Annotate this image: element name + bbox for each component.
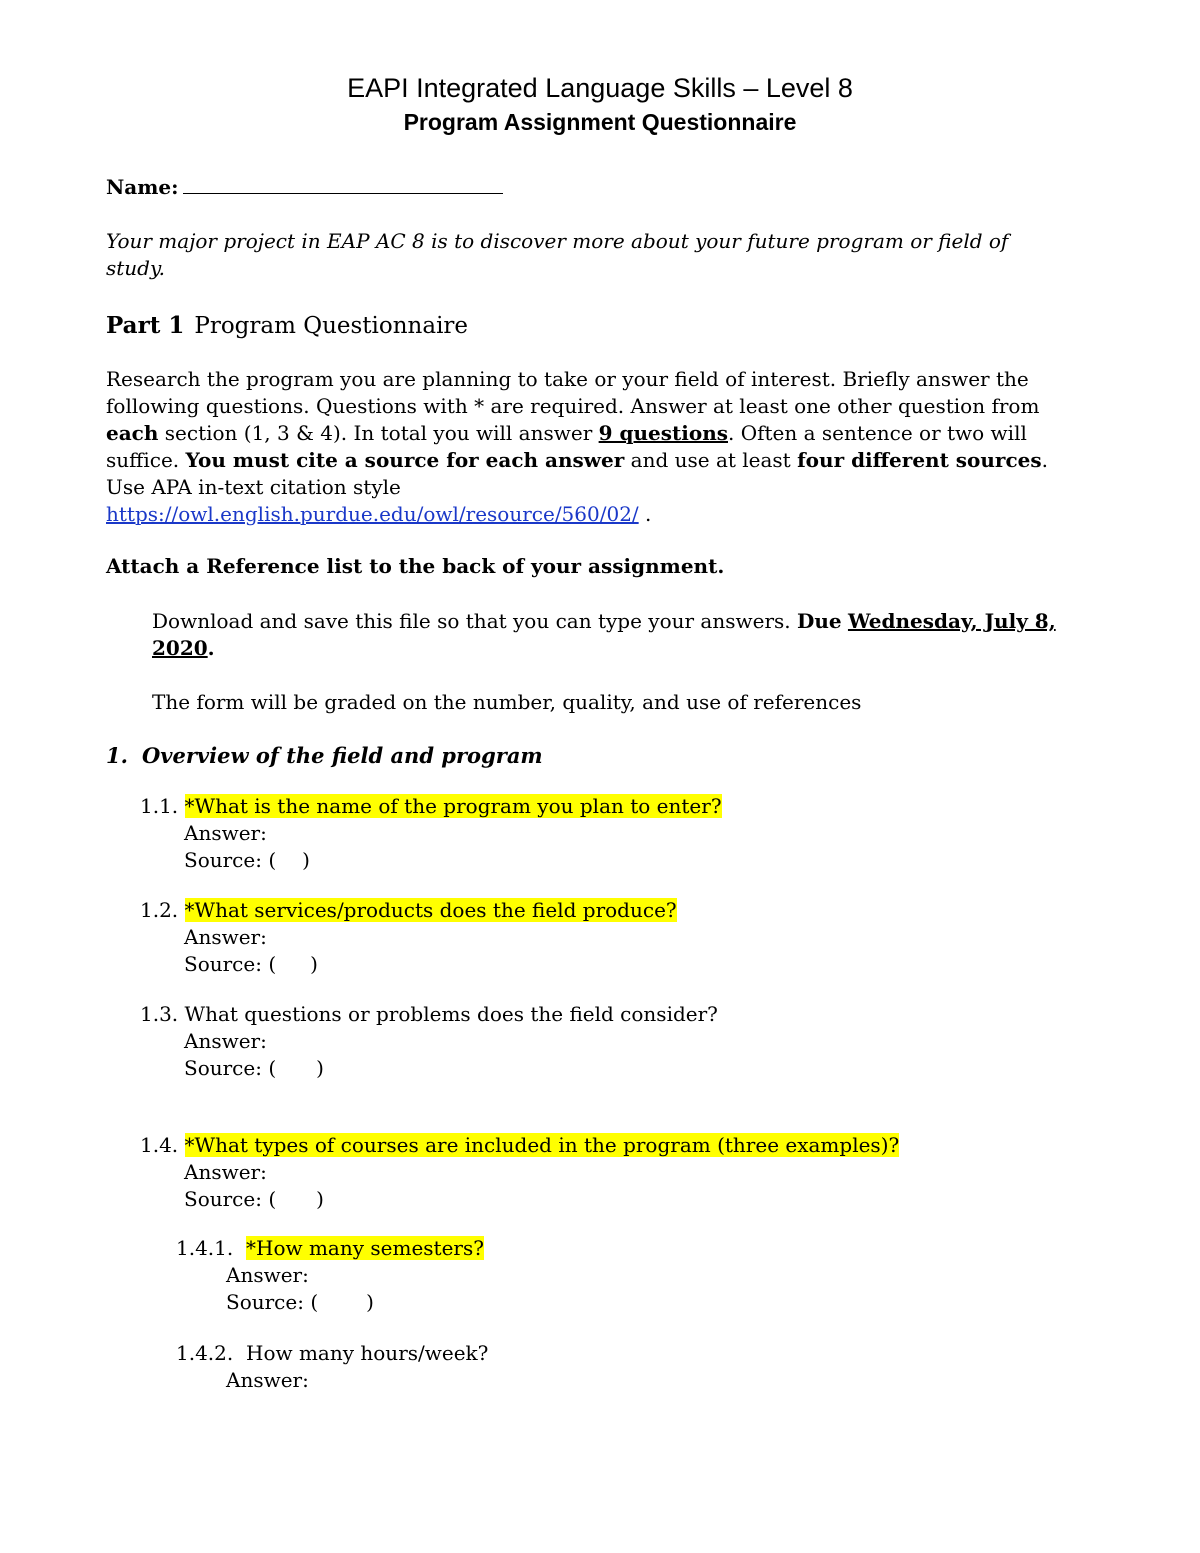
question-text: *What types of courses are included in the program (three examples)? bbox=[184, 1133, 900, 1157]
source-close: ) bbox=[316, 1187, 324, 1211]
answer-label[interactable]: Answer: bbox=[184, 1029, 267, 1053]
answer-label[interactable]: Answer: bbox=[226, 1263, 309, 1287]
answer-block bbox=[184, 1159, 324, 1213]
due-period: . bbox=[207, 636, 215, 660]
download-text: Download and save this file so that you can type your answers. bbox=[152, 609, 797, 633]
question-number: 1.2. bbox=[140, 898, 179, 922]
source-close: ) bbox=[366, 1290, 374, 1314]
question-item bbox=[140, 1132, 899, 1159]
question-text: *What is the name of the program you plan to enter? bbox=[184, 794, 722, 818]
answer-block bbox=[184, 1028, 324, 1082]
instructions-text: section (1, 3 & 4). In total you will answer bbox=[158, 421, 599, 445]
instructions-text: . bbox=[638, 502, 652, 526]
instructions-text: . Often a sentence or two will suffice. bbox=[106, 421, 1027, 472]
due-date: Wednesday, July 8, 2020 bbox=[152, 609, 1056, 660]
name-field[interactable] bbox=[183, 173, 503, 194]
grading-note: The form will be graded on the number, quality, and use of references bbox=[152, 690, 862, 714]
source-label: Source: ( bbox=[226, 1290, 319, 1314]
source-line[interactable] bbox=[184, 1186, 324, 1213]
question-item bbox=[140, 1001, 718, 1028]
question-number: 1.3. bbox=[140, 1002, 179, 1026]
answer-label[interactable]: Answer: bbox=[184, 925, 267, 949]
instructions-bold-each: each bbox=[106, 421, 159, 445]
source-label: Source: ( bbox=[184, 952, 277, 976]
question-text: *How many semesters? bbox=[246, 1236, 484, 1260]
source-label: Source: ( bbox=[184, 1187, 277, 1211]
question-text: *What services/products does the field produce? bbox=[184, 898, 677, 922]
due-label: Due bbox=[796, 609, 842, 633]
question-item bbox=[140, 897, 677, 924]
instructions-text: and use at least bbox=[624, 448, 798, 472]
source-line[interactable] bbox=[184, 847, 310, 874]
name-row bbox=[106, 173, 503, 201]
answer-block bbox=[184, 924, 318, 978]
question-item bbox=[140, 793, 722, 820]
download-note bbox=[152, 608, 1082, 662]
answer-label[interactable]: Answer: bbox=[226, 1368, 309, 1392]
question-number: 1.4. bbox=[140, 1133, 179, 1157]
page-subtitle: Program Assignment Questionnaire bbox=[403, 109, 797, 135]
source-line[interactable] bbox=[226, 1289, 374, 1316]
section-number: 1. bbox=[106, 743, 128, 768]
instructions-nine-questions: 9 questions bbox=[598, 421, 728, 445]
apa-citation-link[interactable]: https://owl.english.purdue.edu/owl/resource/560/02/ bbox=[106, 502, 639, 526]
instructions-four-sources: four different sources bbox=[797, 448, 1042, 472]
answer-block bbox=[226, 1367, 309, 1394]
part-label: Part 1 bbox=[106, 312, 185, 339]
instructions-cite-source: You must cite a source for each answer bbox=[185, 448, 625, 472]
instructions-text: . Use APA in-text citation style bbox=[106, 448, 1048, 499]
question-text: How many hours/week? bbox=[246, 1341, 489, 1365]
answer-block bbox=[184, 820, 310, 874]
question-text: What questions or problems does the field consider? bbox=[184, 1002, 718, 1026]
intro-text: Your major project in EAP AC 8 is to discover more about your future program or field of study. bbox=[106, 229, 1009, 280]
page-title: EAPI Integrated Language Skills – Level 8 bbox=[347, 73, 853, 103]
question-item bbox=[176, 1235, 484, 1262]
attach-reference-note: Attach a Reference list to the back of your assignment. bbox=[106, 554, 725, 578]
question-number: 1.1. bbox=[140, 794, 179, 818]
instructions-paragraph bbox=[106, 366, 1081, 528]
name-label: Name: bbox=[106, 175, 179, 199]
instructions-text: Research the program you are planning to take or your field of interest. Briefly answer the following questions. Questions with * are required. Answer at least one other question from bbox=[106, 367, 1040, 418]
section-title: Overview of the field and program bbox=[142, 743, 543, 768]
question-number: 1.4.2. bbox=[176, 1341, 234, 1365]
part-title: Program Questionnaire bbox=[194, 313, 469, 339]
source-label: Source: ( bbox=[184, 848, 277, 872]
source-line[interactable] bbox=[184, 1055, 324, 1082]
source-label: Source: ( bbox=[184, 1056, 277, 1080]
section-heading bbox=[106, 742, 543, 769]
answer-label[interactable]: Answer: bbox=[184, 1160, 267, 1184]
source-line[interactable] bbox=[184, 951, 318, 978]
source-close: ) bbox=[310, 952, 318, 976]
question-item bbox=[176, 1340, 488, 1367]
source-close: ) bbox=[302, 848, 310, 872]
question-number: 1.4.1. bbox=[176, 1236, 234, 1260]
answer-block bbox=[226, 1262, 374, 1316]
answer-label[interactable]: Answer: bbox=[184, 821, 267, 845]
part-heading bbox=[106, 311, 468, 341]
source-close: ) bbox=[316, 1056, 324, 1080]
